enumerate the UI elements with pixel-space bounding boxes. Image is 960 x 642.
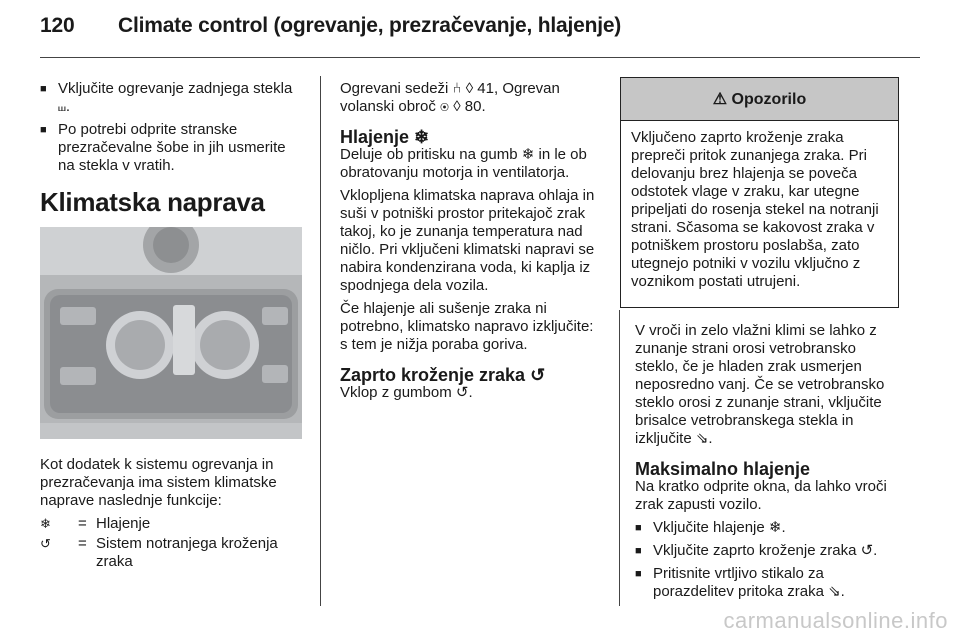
warning-box (620, 77, 899, 308)
list-item: ■ Vključite ogrevanje zadnjega stekla ⧢. (40, 80, 305, 116)
page-title: Climate control (ogrevanje, prezračevanje, hlajenje) (118, 14, 622, 37)
subsection-title: Hlajenje ❄ (340, 127, 430, 147)
definition-value: Sistem notranjega kroženja zraka (96, 535, 278, 570)
subsection-title: Zaprto kroženje zraka ↺ (340, 365, 546, 385)
definition-row (40, 515, 305, 533)
paragraph: Na kratko odprite okna, da lahko vroči zrak zapusti vozilo. (635, 478, 887, 513)
list-item: ■ Pritisnite vrtljivo stikalo za porazdelitev pritoka zraka ⇘. (635, 565, 899, 601)
recirculation-icon: ↺ (40, 536, 51, 551)
column-2 (340, 80, 605, 407)
equals-sign: = (78, 515, 87, 532)
section-title: Klimatska naprava (40, 187, 265, 217)
column-divider-1 (320, 76, 321, 606)
intro-text: Kot dodatek k sistemu ogrevanja in prezračevanja ima sistem klimatske naprave naslednje funkcije: (40, 456, 277, 509)
paragraph: V vroči in zelo vlažni klimi se lahko z zunanje strani orosi vetrobransko steklo, če je hladen zrak usmerjen neposredno vanj. Če se vetrobransko steklo orosi z zunanje strani, vključite brisalce vetrobranskega stekla in izključite ⇘. (635, 322, 885, 447)
climate-control-panel-image (40, 227, 302, 439)
definition-row (40, 535, 305, 571)
watermark: carmanualsonline.info (723, 608, 948, 633)
list-item: ■ Vključite hlajenje ❄. (635, 519, 899, 537)
list-item: ■ Vključite zaprto kroženje zraka ↺. (635, 542, 899, 560)
paragraph: Vklopljena klimatska naprava ohlaja in suši v potniški prostor pritekajoč zrak takoj, ko je zunanja temperatura nad ničlo. Pri vključeni klimatski napravi se nabira kondenzirana voda, ki kaplja iz spodnjega dela vozila. (340, 187, 595, 294)
climate-intro (40, 456, 305, 573)
list-item: ■ Po potrebi odprite stranske prezračevalne šobe in jih usmerite na stekla v vratih. (40, 121, 305, 175)
warning-text: Vključeno zaprto kroženje zraka prepreči pritok zunanjega zraka. Pri delovanju brez hlajenja se poveča odstotek vlage v zraku, kar utegne pripeljati do rosenja stekel na notranji strani. Sčasoma se kakovost zraka v potniškem prostoru poslabša, zato utegnejo potniki v vozilu vključno z voznikom postati utrujeni. (631, 129, 879, 290)
header-rule (40, 57, 920, 58)
paragraph: Deluje ob pritisku na gumb ❄ in le ob obratovanju motorja in ventilatorja. (340, 146, 587, 181)
warning-title: ⚠ Opozorilo (621, 78, 898, 121)
paragraph: Če hlajenje ali sušenje zraka ni potrebno, klimatsko napravo izključite: s tem je nižja poraba goriva. (340, 300, 594, 353)
page-header (40, 14, 621, 38)
paragraph: Ogrevani sedeži ⑃ ◊ 41, Ogrevan volanski obroč ◉ ◊ 80. (340, 80, 560, 115)
subsection-title: Maksimalno hlajenje (635, 459, 811, 479)
page-number: 120 (40, 14, 75, 37)
snowflake-icon: ❄ (40, 516, 51, 531)
column-divider-2 (619, 310, 620, 606)
paragraph: Vklop z gumbom ↺. (340, 384, 473, 401)
definition-value: Hlajenje (96, 515, 151, 532)
column-1 (40, 80, 305, 180)
equals-sign: = (78, 535, 87, 552)
column-3 (635, 322, 899, 606)
